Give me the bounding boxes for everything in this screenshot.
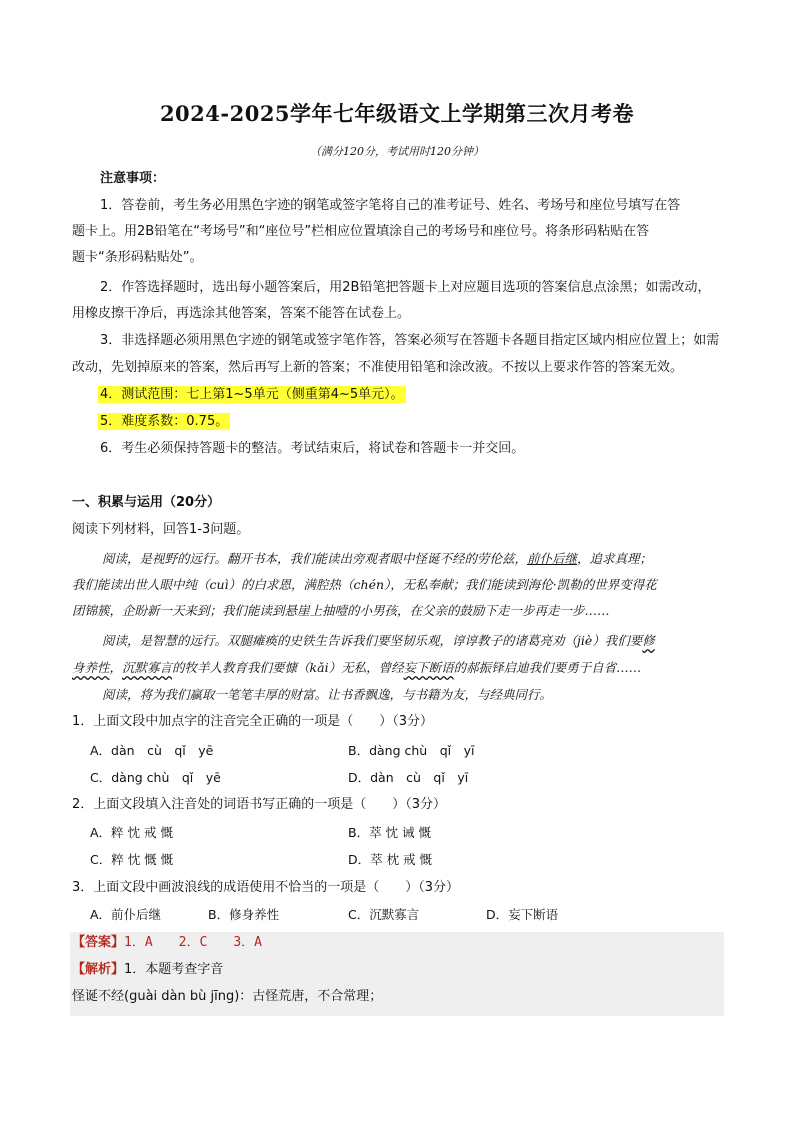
notice-item-5 <box>98 413 230 431</box>
passage-text: ， <box>109 660 123 675</box>
notice-item-4-highlight: 4．测试范围：七上第1~5单元（侧重第4~5单元）。 <box>100 387 404 402</box>
notice-item-3-line-2: 改动，先划掉原来的答案，然后再写上新的答案；不准使用铅笔和涂改液。不按以上要求作答的答案无效。 <box>72 360 684 375</box>
question-3-option-c: C．沉默寡言 <box>348 907 420 922</box>
notice-item-6: 6．考生必须保持答题卡的整洁。考试结束后，将试卷和答题卡一并交回。 <box>100 441 525 456</box>
passage-p3: 阅读，将为我们赢取一笔笔丰厚的财富。让书香飘逸，与书籍为友，与经典同行。 <box>102 687 553 702</box>
wavy-underlined-idiom: 身养性 <box>72 660 110 675</box>
analysis-label: 【解析】 <box>72 962 125 977</box>
notice-item-2-line-1: 2．作答选择题时，选出每小题答案后，用2B铅笔把答题卡上对应题目选项的答案信息点涂黑；如需改动， <box>100 280 711 295</box>
notice-heading: 注意事项： <box>100 171 166 186</box>
analysis-line <box>72 961 223 979</box>
notice-item-1-line-3: 题卡“条形码粘贴处”。 <box>72 250 203 265</box>
page-subtitle: （满分120分，考试用时120分钟） <box>310 145 484 158</box>
question-2-option-b: B．萃 忱 诫 慨 <box>348 825 431 840</box>
passage-text: 阅读，是智慧的远行。双腿瘫痪的史铁生告诉我们要坚韧乐观，谆谆教子的诸葛亮劝（jiè）我们要 <box>102 633 643 648</box>
question-1-option-d: D．dàn cù qǐ yī <box>348 770 469 785</box>
passage-p1-line-3: 团锦簇，企盼新一天来到；我们能读到悬崖上抽噎的小男孩，在父亲的鼓励下走一步再走一步…… <box>72 603 610 618</box>
notice-item-1-line-2: 题卡上。用2B铅笔在“考场号”和“座位号”栏相应位置填涂自己的考场号和座位号。将条形码粘贴在答 <box>72 224 650 239</box>
section-1-instruction: 阅读下列材料，回答1-3问题。 <box>72 522 250 537</box>
passage-text: 阅读，是视野的远行。翻开书本，我们能读出旁观者眼中怪诞不经的劳伦兹， <box>102 551 528 566</box>
analysis-detail: 怪诞不经(guài dàn bù jīng)：古怪荒唐，不合常理； <box>72 989 383 1004</box>
notice-item-2-line-2: 用橡皮擦干净后，再选涂其他答案，答案不能答在试卷上。 <box>72 306 411 321</box>
notice-item-3-line-1: 3．非选择题必须用黑色字迹的钢笔或签字笔作答，答案必须写在答题卡各题目指定区域内相应位置上；如需 <box>100 333 720 348</box>
question-2-option-c: C．粹 忱 慨 慨 <box>90 852 174 867</box>
question-2-stem: 2．上面文段填入注音处的词语书写正确的一项是（ ）（3分） <box>72 797 447 812</box>
answer-label: 【答案】 <box>72 935 125 950</box>
passage-p1-line-2: 我们能读出世人眼中纯（cuì）的白求恩，满腔热（chén），无私奉献；我们能读到海伦·凯勒的世界变得花 <box>72 577 657 592</box>
question-3-option-b: B．修身养性 <box>208 907 280 922</box>
question-2-option-d: D．萃 枕 戒 慨 <box>348 852 433 867</box>
question-3-stem: 3．上面文段中画波浪线的成语使用不恰当的一项是（ ）（3分） <box>72 880 460 895</box>
passage-p2-line-2 <box>72 659 641 677</box>
passage-text: ，追求真理； <box>577 551 653 566</box>
question-3-option-d: D．妄下断语 <box>486 907 559 922</box>
question-1-option-b: B．dàng chù qǐ yī <box>348 743 475 758</box>
passage-p1-line-1 <box>102 550 652 568</box>
passage-text: 的郝振铎启迪我们要勇于自省…… <box>453 660 642 675</box>
question-1-option-a: A．dàn cù qǐ yē <box>90 743 214 758</box>
question-2-option-a: A．粹 忱 戒 慨 <box>90 825 173 840</box>
answer-value: 1．A 2．C 3．A <box>124 935 262 950</box>
wavy-underlined-idiom: 修 <box>642 633 655 648</box>
question-3-option-a: A．前仆后继 <box>90 907 162 922</box>
analysis-text: 1．本题考查字音 <box>124 962 224 977</box>
question-1-stem: 1．上面文段中加点字的注音完全正确的一项是（ ）（3分） <box>72 714 434 729</box>
answer-line <box>72 934 262 952</box>
wavy-underlined-idiom: 沉默寡言 <box>122 660 173 675</box>
passage-p2-line-1 <box>102 632 655 650</box>
section-1-heading: 一、积累与运用（20分） <box>72 495 221 510</box>
notice-item-1-line-1: 1．答卷前，考生务必用黑色字迹的钢笔或签字笔将自己的准考证号、姓名、考场号和座位号填写在答 <box>100 198 681 213</box>
notice-item-5-highlight: 5．难度系数：0.75。 <box>100 414 229 429</box>
underlined-idiom: 前仆后继 <box>527 551 578 566</box>
wavy-underlined-idiom: 妄下断语 <box>403 660 454 675</box>
passage-text: 的牧羊人教育我们要慷（kǎi）无私，曾经 <box>172 660 404 675</box>
question-1-option-c: C．dàng chù qǐ yē <box>90 770 221 785</box>
page-title: 2024-2025学年七年级语文上学期第三次月考卷 <box>159 101 635 126</box>
notice-item-4 <box>98 386 406 404</box>
